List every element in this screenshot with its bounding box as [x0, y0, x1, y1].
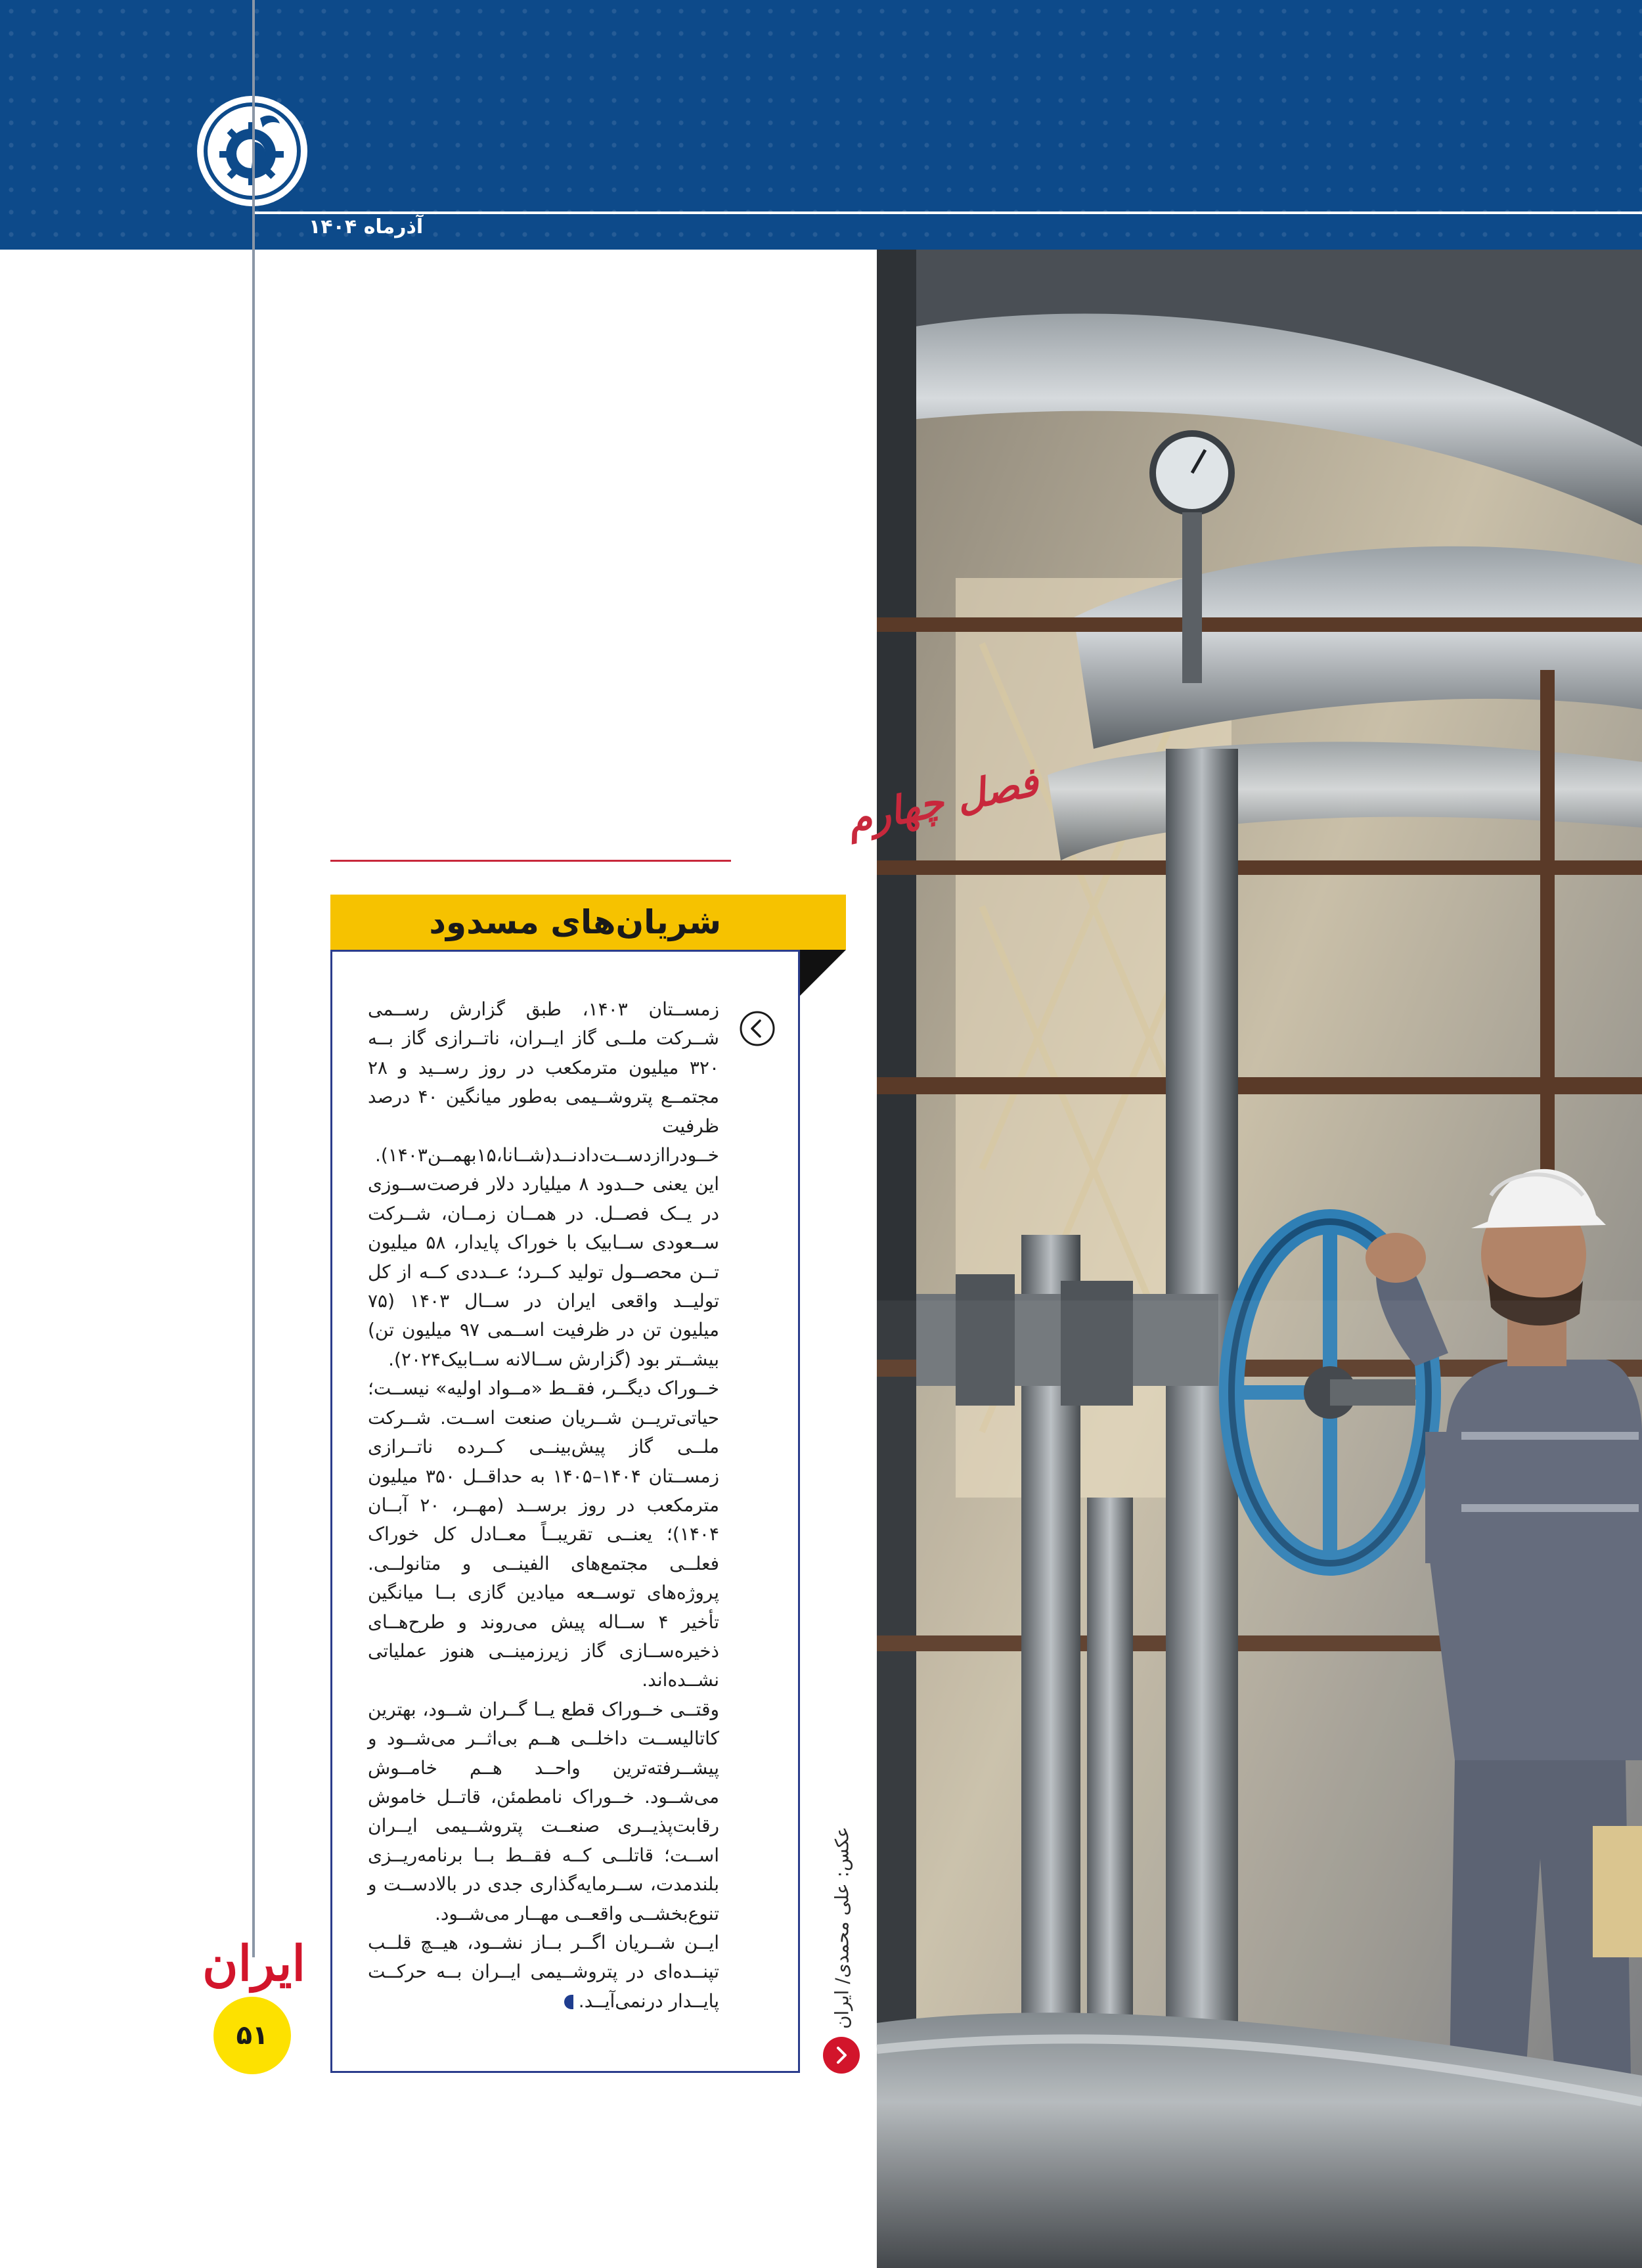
chevron-right-circle-icon [822, 2036, 860, 2074]
photo-credit-text: عکس: علی محمدی/ ایران [831, 1827, 853, 2029]
article-title: شریان‌های مسدود [429, 903, 721, 941]
header-rule [253, 211, 1642, 214]
worker-turning-valve-photo [877, 250, 1642, 2268]
paragraph-2: خــوراک دیگــر، فقــط «مــواد اولیه» نیســت؛ حیاتی‌تریــن شــریان صنعت اســت. شــرکت ملــی گاز پیش‌بینــی کــرده ناتــرازی زمســتان ۱۴۰۴–۱۴۰۵ به حداقــل ۳۵۰ میلیون مترمکعب در روز برســد (مهــر، ۲۰ آبــان ۱۴۰۴)؛ یعنــی تقریبــاً معــادل کل خوراک فعلــی مجتمع‌های الفینــی و متانولــی. پروژه‌های توســعه میادین گازی بــا میانگین تأخیر ۴ ســاله پیش می‌روند و طرح‌هــای ذخیره‌ســازی گاز زیرزمینــی هنوز عملیاتی نشــده‌اند. [368, 1377, 719, 1691]
article-body [368, 995, 719, 2016]
title-corner-triangle [800, 950, 846, 996]
magazine-brand [202, 1924, 305, 2003]
page-number: ۵۱ [213, 1997, 291, 2074]
paragraph-1: زمســتان ۱۴۰۳، طبق گزارش رســمی شــرکت ملــی گاز ایــران، ناتــرازی گاز بــه ۳۲۰ میلیون مترمکعب در روز رســید و ۲۸ مجتمــع پتروشــیمی به‌طور میانگین ۴۰ درصد ظرفیت خــودرا‌ازدســت‌دادنــد(شــانا،۱۵بهمــن۱۴۰۳). این یعنی حــدود ۸ میلیارد دلار فرصت‌ســوزی در یــک فصــل. در همــان زمــان، شــرکت ســعودی ســابیک با خوراک پایدار، ۵۸ میلیون تــن محصــول تولید کــرد؛ عــددی کــه از کل تولیــد واقعی ایران در ســال ۱۴۰۳ (۷۵ میلیون تن در ظرفیت اســمی ۹۷ میلیون تن) بیشــتر بود (گزارش ســالانه ســابیک۲۰۲۴). [368, 998, 720, 1370]
paragraph-4-text: ایــن شــریان اگــر بــاز نشــود، هیــچ قلــب تپنــده‌ای در پتروشــیمی ایــران بــه حرکــت پایــدار درنمی‌آیــد. [368, 1932, 719, 2012]
chapter-rule [330, 860, 731, 862]
article-title-bar [330, 895, 846, 950]
chapter-label [716, 759, 1043, 880]
magazine-brand-text: ایران [202, 1936, 305, 1992]
paragraph-3: وقتــی خــوراک قطع یــا گــران شــود، بهترین کاتالیســت داخلــی هــم بی‌اثــر می‌شــود و پیشــرفته‌ترین واحــد هــم خامــوش می‌شــود. خــوراک نامطمئن، قاتــل خاموش رقابت‌پذیــری صنعــت پتروشــیمی ایــران اســت؛ قاتلــی کــه فقــط بــا برنامه‌ریــزی بلندمدت، ســرمایه‌گذاری جدی در بالادســت و تنوع‌بخشــی واقعــی مهــار می‌شــود. [368, 1698, 719, 1924]
svg-text:فصل چهارم: فصل چهارم [842, 759, 1043, 845]
paragraph-4 [368, 1928, 719, 2016]
photo-credit [822, 1826, 862, 2030]
end-mark-icon [564, 1995, 573, 2009]
issue-date: آذرماه ۱۴۰۴ [309, 215, 424, 238]
chevron-left-circle-icon [739, 1010, 776, 1047]
margin-rule [252, 0, 255, 1957]
